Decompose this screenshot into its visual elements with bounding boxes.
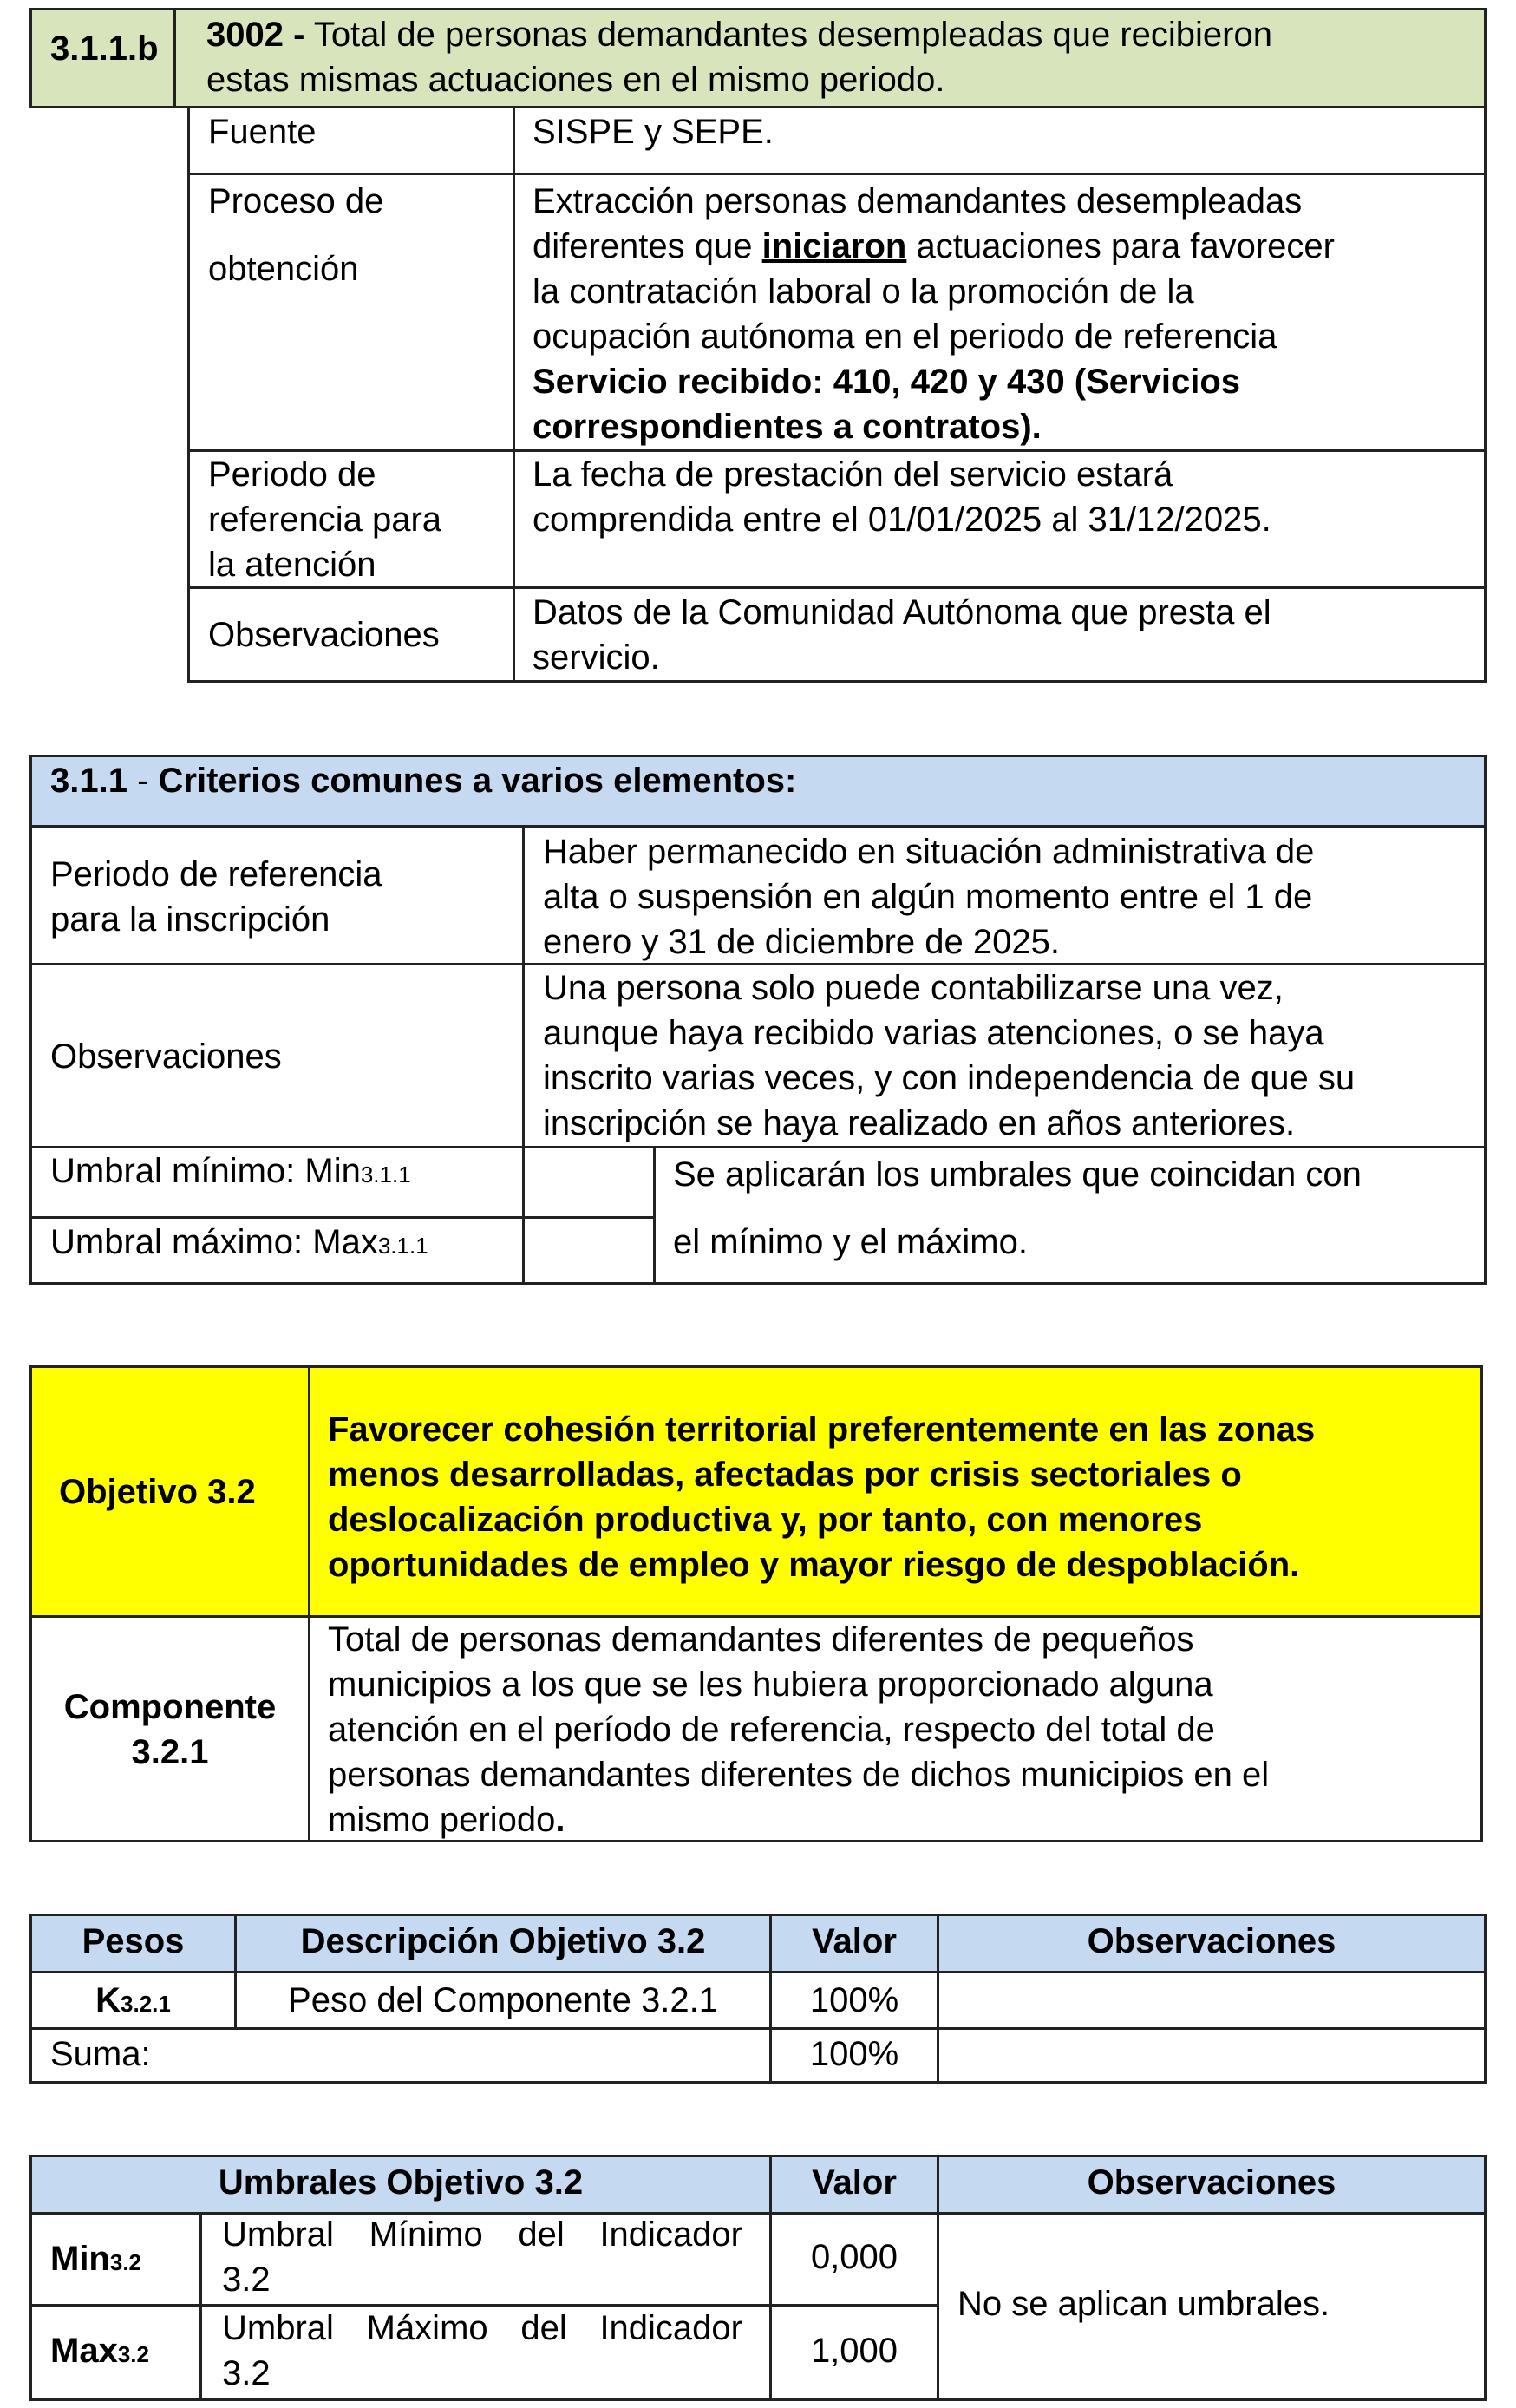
pesos-header-descripcion: Descripción Objetivo 3.2 bbox=[300, 1922, 706, 1960]
objetivo-line1: Favorecer cohesión territorial preferentemente en las zonas bbox=[328, 1410, 1316, 1449]
max-valor: 1,000 bbox=[810, 2332, 898, 2370]
row-divider bbox=[29, 1216, 656, 1219]
indicator-title-line1: 3002 - Total de personas demandantes desempleadas que recibieron bbox=[206, 16, 1272, 54]
indicator-title-line2: estas mismas actuaciones en el mismo periodo. bbox=[206, 61, 945, 99]
observaciones-line2: servicio. bbox=[533, 638, 660, 677]
componente-line3: atención en el período de referencia, respecto del total de bbox=[328, 1711, 1215, 1749]
periodo-inscripcion-line2: alta o suspensión en algún momento entre el 1 de bbox=[543, 878, 1313, 916]
umbral-col-divider-1 bbox=[522, 1146, 525, 1285]
row-divider bbox=[29, 2027, 1487, 2030]
periodo-line2: comprendida entre el 01/01/2025 al 31/12/2025. bbox=[533, 501, 1271, 539]
peso-k-label: K3.2.1 bbox=[95, 1981, 171, 2019]
criteria-observaciones-line4: inscripción se haya realizado en años anteriores. bbox=[543, 1104, 1296, 1142]
proceso-line5: Servicio recibido: 410, 420 y 430 (Servicios bbox=[533, 363, 1241, 401]
max-descripcion-line2: 3.2 bbox=[222, 2354, 271, 2392]
componente-line2: municipios a los que se les hubiera proporcionado alguna bbox=[328, 1665, 1213, 1704]
umbral-minimo-label: Umbral mínimo: Min3.1.1 bbox=[50, 1152, 411, 1190]
min-valor: 0,000 bbox=[810, 2238, 898, 2276]
proceso-line3: la contratación laboral o la promoción de la bbox=[533, 272, 1194, 311]
proceso-label-line1: Proceso de bbox=[208, 182, 384, 220]
componente-label-line1: Componente bbox=[63, 1688, 277, 1726]
observaciones-line1: Datos de la Comunidad Autónoma que presta el bbox=[533, 593, 1271, 631]
componente-label-line2: 3.2.1 bbox=[131, 1733, 209, 1771]
detail-column-divider bbox=[513, 108, 515, 683]
pesos-header-pesos: Pesos bbox=[82, 1922, 185, 1960]
periodo-label-line1: Periodo de bbox=[208, 455, 376, 494]
proceso-line4: ocupación autónoma en el periodo de referencia bbox=[533, 317, 1277, 356]
peso-k-descripcion: Peso del Componente 3.2.1 bbox=[288, 1981, 718, 2019]
peso-k-valor: 100% bbox=[809, 1981, 899, 2019]
umbrales-header-valor: Valor bbox=[812, 2163, 897, 2202]
periodo-label-line3: la atención bbox=[208, 546, 376, 584]
proceso-line1: Extracción personas demandantes desempleadas bbox=[533, 182, 1303, 220]
criteria-observaciones-line3: inscrito varias veces, y con independencia de que su bbox=[543, 1059, 1356, 1097]
observaciones-label: Observaciones bbox=[208, 616, 440, 654]
min-descripcion-line2: 3.2 bbox=[222, 2261, 271, 2299]
periodo-inscripcion-label-line2: para la inscripción bbox=[50, 900, 330, 939]
pesos-header-valor: Valor bbox=[812, 1922, 897, 1960]
umbral-note-line1: Se aplicarán los umbrales que coincidan con bbox=[673, 1155, 1362, 1194]
proceso-label-line2: obtención bbox=[208, 250, 359, 288]
proceso-line6: correspondientes a contratos). bbox=[533, 408, 1042, 446]
umbrales-observacion: No se aplican umbrales. bbox=[957, 2285, 1330, 2323]
objetivo-line4: oportunidades de empleo y mayor riesgo de despoblación. bbox=[328, 1546, 1300, 1584]
componente-line4: personas demandantes diferentes de dichos municipios en el bbox=[328, 1756, 1270, 1794]
periodo-inscripcion-line1: Haber permanecido en situación administrativa de bbox=[543, 833, 1315, 871]
umbral-col-divider-2 bbox=[653, 1146, 656, 1285]
header-divider bbox=[173, 8, 176, 108]
pesos-header-observaciones: Observaciones bbox=[1087, 1922, 1336, 1960]
row-divider bbox=[187, 173, 1487, 175]
min-label: Min3.2 bbox=[50, 2240, 142, 2278]
row-divider bbox=[187, 586, 1487, 589]
periodo-inscripcion-label-line1: Periodo de referencia bbox=[50, 855, 382, 893]
suma-valor: 100% bbox=[809, 2035, 899, 2073]
min-descripcion-line1: Umbral Mínimo del Indicador bbox=[222, 2215, 742, 2254]
criteria-observaciones-line1: Una persona solo puede contabilizarse una vez, bbox=[543, 969, 1284, 1007]
objetivo-line2: menos desarrolladas, afectadas por crisis sectoriales o bbox=[328, 1456, 1242, 1494]
criteria-title: 3.1.1 - Criterios comunes a varios elementos: bbox=[50, 762, 797, 800]
componente-line5: mismo periodo. bbox=[328, 1801, 565, 1839]
umbrales-col-divider-1 bbox=[199, 2212, 202, 2401]
periodo-line1: La fecha de prestación del servicio estará bbox=[533, 455, 1173, 494]
max-label: Max3.2 bbox=[50, 2332, 149, 2370]
umbrales-header-observaciones: Observaciones bbox=[1087, 2163, 1336, 2202]
fuente-label: Fuente bbox=[208, 113, 317, 151]
suma-label: Suma: bbox=[50, 2035, 151, 2073]
criteria-observaciones-line2: aunque haya recibido varias atenciones, o se haya bbox=[543, 1014, 1324, 1052]
indicator-code: 3.1.1.b bbox=[50, 29, 159, 68]
objetivo-column-divider bbox=[308, 1365, 310, 1842]
umbral-maximo-label: Umbral máximo: Max3.1.1 bbox=[50, 1223, 428, 1261]
fuente-value: SISPE y SEPE. bbox=[533, 113, 774, 151]
objetivo-label: Objetivo 3.2 bbox=[59, 1473, 256, 1511]
umbrales-header-title: Umbrales Objetivo 3.2 bbox=[218, 2163, 584, 2202]
criteria-column-divider bbox=[522, 828, 525, 1148]
periodo-inscripcion-line3: enero y 31 de diciembre de 2025. bbox=[543, 923, 1060, 961]
periodo-label-line2: referencia para bbox=[208, 501, 442, 539]
proceso-line2: diferentes que iniciaron actuaciones para favorecer bbox=[533, 227, 1335, 265]
componente-line1: Total de personas demandantes diferentes de pequeños bbox=[328, 1620, 1194, 1659]
umbral-note-line2: el mínimo y el máximo. bbox=[673, 1223, 1028, 1261]
max-descripcion-line1: Umbral Máximo del Indicador bbox=[222, 2309, 742, 2347]
objetivo-line3: deslocalización productiva y, por tanto, con menores bbox=[328, 1501, 1203, 1539]
criteria-observaciones-label: Observaciones bbox=[50, 1037, 282, 1076]
